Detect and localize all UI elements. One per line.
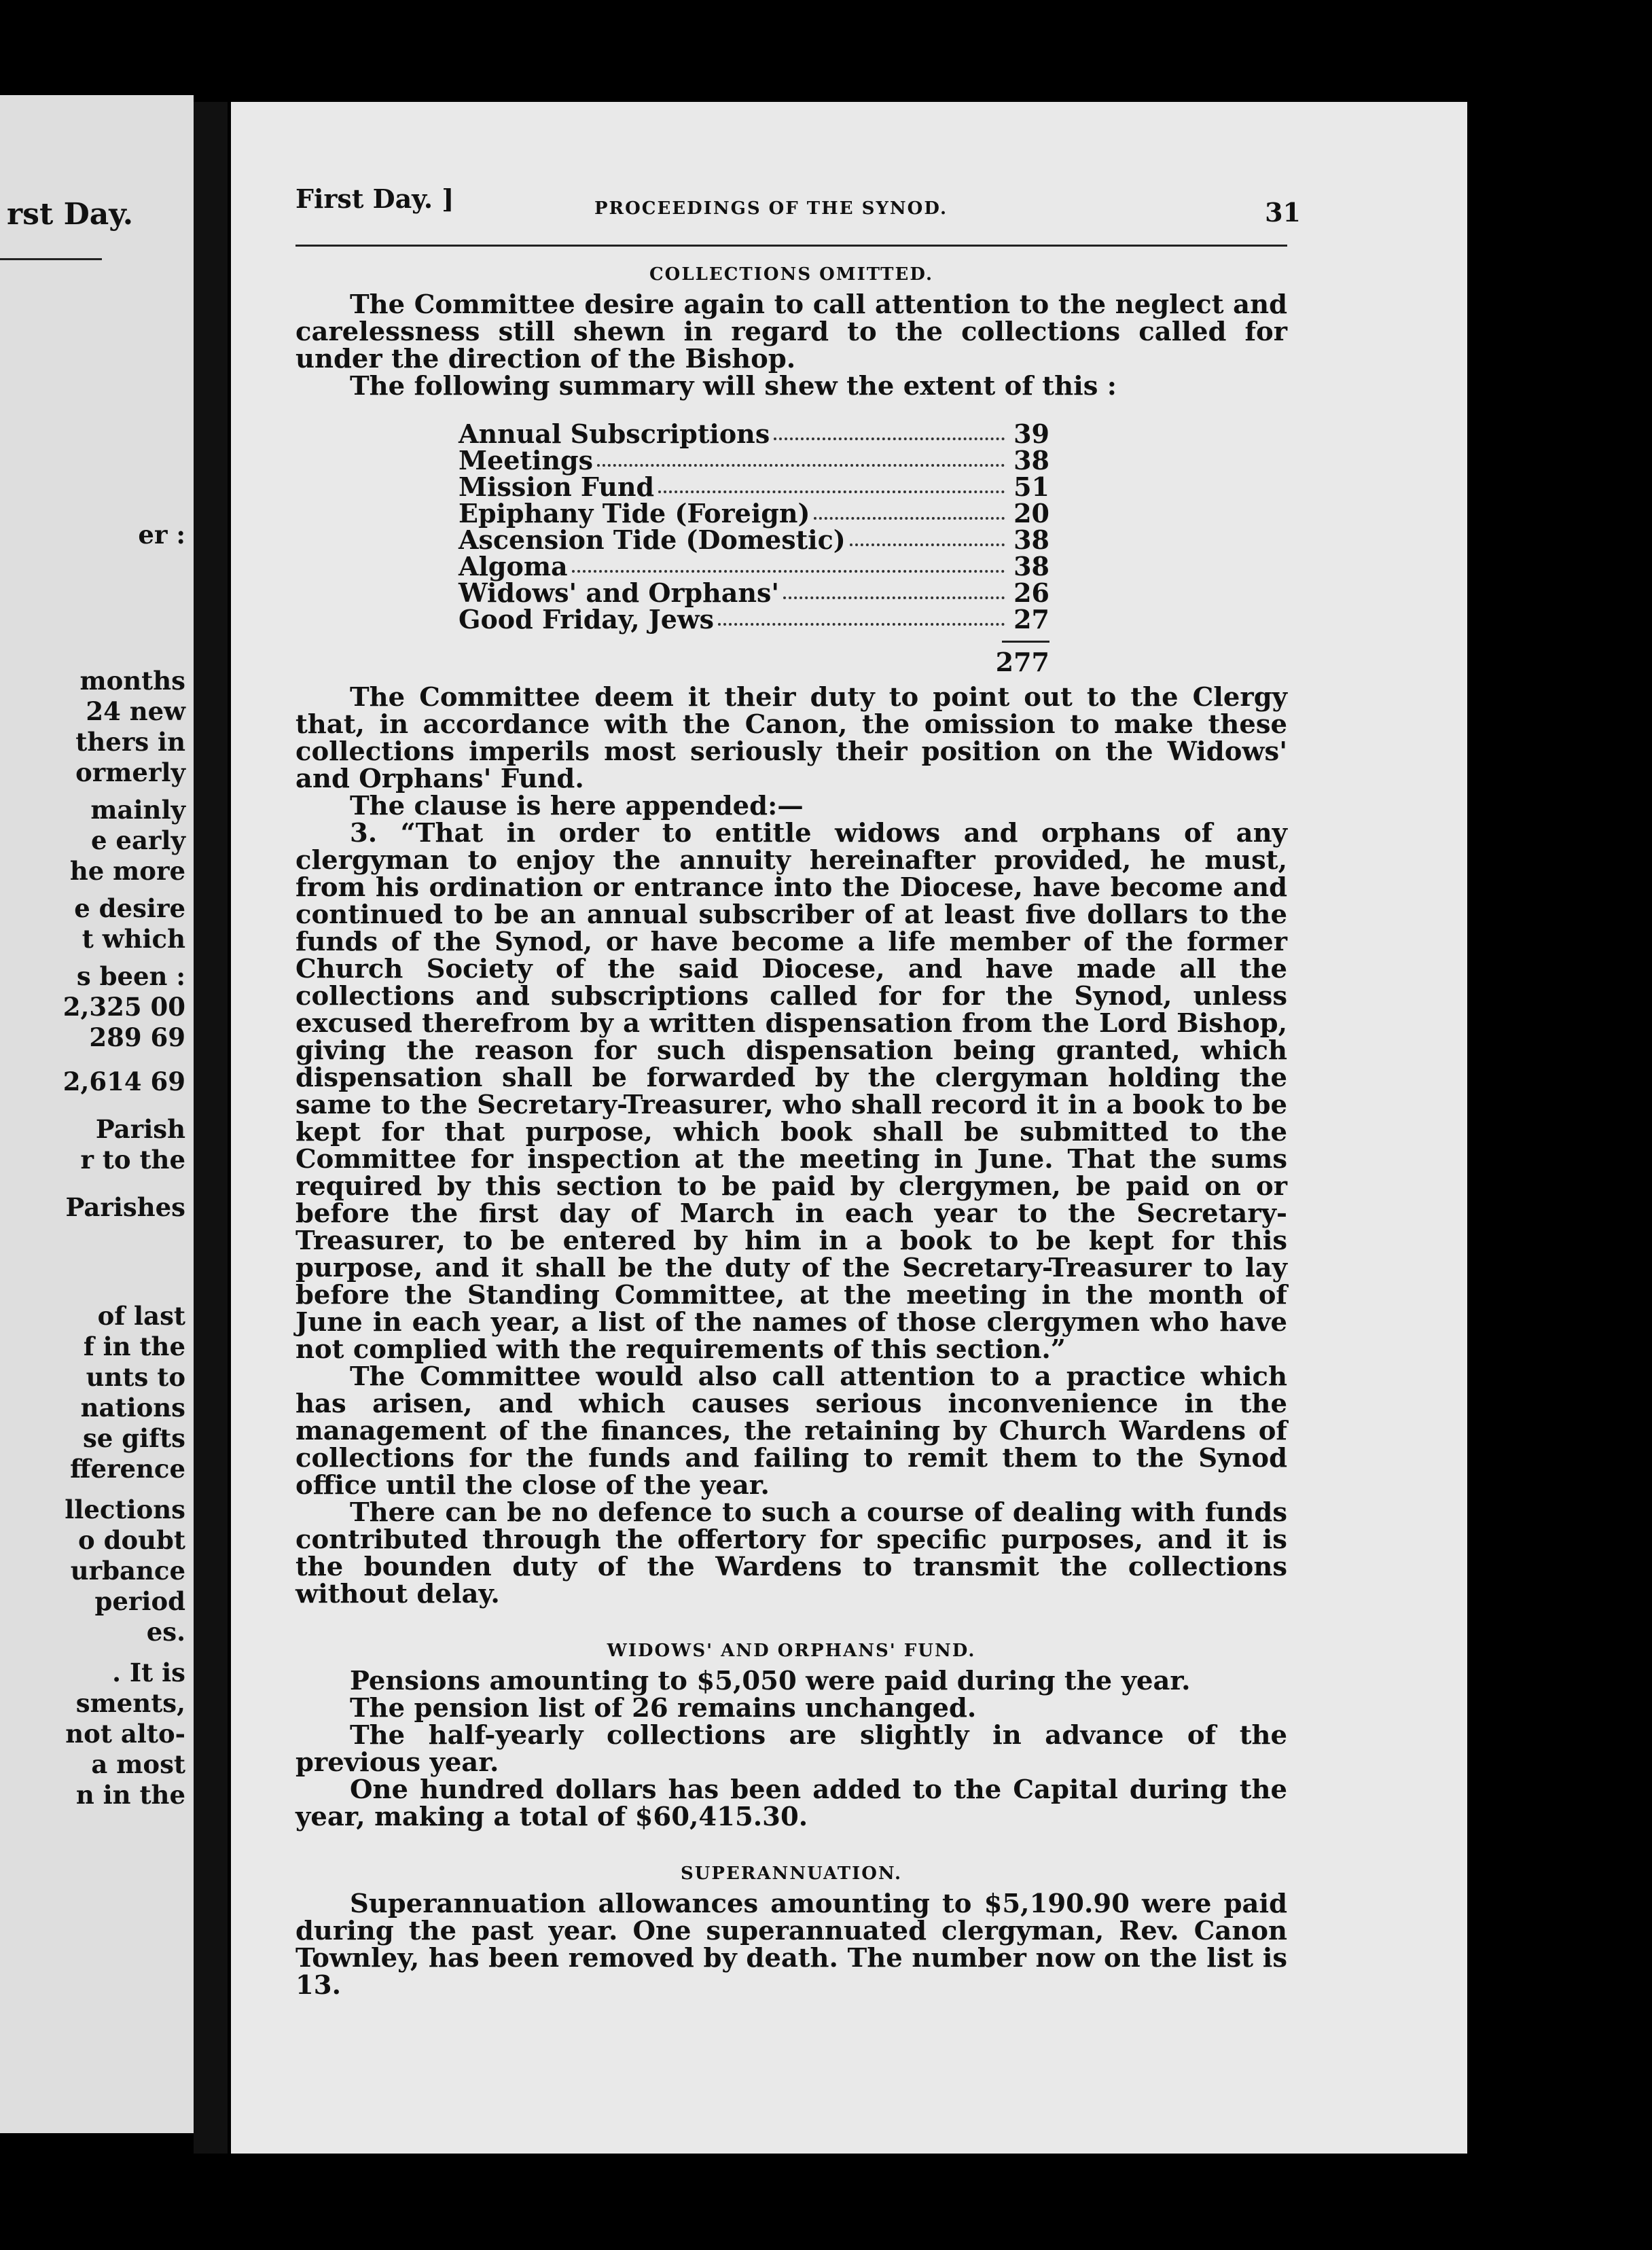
- page-body: [295, 183, 1301, 2001]
- summary-table: [459, 418, 1049, 677]
- left-page-fragment: a most: [91, 1749, 185, 1779]
- leader-dots: [850, 526, 1005, 546]
- canon-clause: 3. “That in order to entitle widows and orphans of any clergyman to enjoy the annuity hereinafter provided, he must, from his ordination or entrance into the Diocese, have become and continued to be an annual subscriber of at least five dollars to the funds of the Synod, or have become a life member of the former Church Society of the said Diocese, and have made all the collections and subscriptions called for for the Synod, unless excused therefrom by a written dispensation from the Lord Bishop, giving the reason for such dispensation being granted, which dispensation shall be forwarded by the clergyman holding the same to the Secretary-Treasurer, who shall record it in a book to be kept for that purpose, which book shall be submitted to the Committee for inspection at the meeting in June. That the sums required by this section to be paid by clergymen, be paid on or before the first day of March in each year to the Secretary-Treasurer, to be entered by him in a book to be kept for this purpose, and it shall be the duty of the Secretary-Treasurer to lay before the Standing Committee, at the meeting in the month of June in each year, a list of the names of those clergymen who have not complied with the requirements of this section.”: [295, 818, 1287, 1365]
- left-page-fragment: 289 69: [89, 1022, 185, 1052]
- book-gutter: [194, 102, 228, 2154]
- left-page-fragment: s been :: [76, 961, 185, 991]
- running-header-day: First Day. ]: [295, 183, 454, 214]
- summary-row: [459, 447, 1049, 474]
- left-page-fragment: mainly: [90, 795, 185, 825]
- section-heading-superannuation: SUPERANNUATION.: [680, 1863, 903, 1884]
- paragraph: There can be no defence to such a course of dealing with funds contributed through the offertory for specific purposes, and it is the bounden duty of the Wardens to transmit the collections without delay.: [295, 1497, 1287, 1609]
- left-page-fragment: Parishes: [65, 1192, 185, 1222]
- summary-value: 38: [1013, 524, 1049, 555]
- summary-value: 51: [1013, 471, 1049, 502]
- summary-label: Mission Fund: [459, 471, 655, 502]
- left-page-fragment: r to the: [80, 1145, 185, 1175]
- summary-label: Meetings: [459, 445, 593, 476]
- summary-label: Epiphany Tide (Foreign): [459, 498, 810, 529]
- total-rule: [1002, 641, 1049, 643]
- paragraph: One hundred dollars has been added to the Capital during the year, making a total of $60,415.30.: [295, 1774, 1287, 1832]
- left-page-fragment: 2,614 69: [62, 1067, 185, 1096]
- header-rule: [295, 245, 1287, 247]
- summary-label: Annual Subscriptions: [459, 418, 770, 449]
- paragraph: The pension list of 26 remains unchanged.: [350, 1693, 977, 1724]
- right-page: [231, 102, 1467, 2154]
- summary-value: 38: [1013, 551, 1049, 582]
- summary-total: 277: [995, 647, 1049, 677]
- left-page: [0, 95, 194, 2133]
- paragraph: The clause is here appended:—: [350, 791, 804, 821]
- running-header-title: PROCEEDINGS OF THE SYNOD.: [594, 198, 948, 219]
- left-page-fragment: urbance: [70, 1556, 185, 1586]
- leader-dots: [597, 447, 1005, 467]
- left-page-fragment: nations: [80, 1393, 185, 1423]
- left-page-fragment: months: [79, 666, 185, 696]
- left-page-fragment: e desire: [74, 893, 185, 923]
- left-page-rule: [0, 258, 102, 260]
- summary-label: Widows' and Orphans': [459, 577, 779, 608]
- summary-label: Algoma: [459, 551, 568, 582]
- summary-label: Ascension Tide (Domestic): [459, 524, 846, 555]
- left-page-fragment: o doubt: [78, 1525, 185, 1555]
- paragraph: The following summary will shew the extent of this :: [350, 371, 1117, 401]
- left-page-fragment: thers in: [75, 727, 185, 757]
- left-page-fragment: er :: [138, 520, 185, 550]
- paragraph: The Committee desire again to call attention to the neglect and carelessness still shewn in regard to the collections called for under the direction of the Bishop.: [295, 289, 1287, 374]
- paragraph: The half-yearly collections are slightly in advance of the previous year.: [295, 1720, 1287, 1778]
- left-page-header: rst Day.: [7, 197, 134, 232]
- summary-value: 20: [1013, 498, 1049, 529]
- left-page-fragment: unts to: [86, 1362, 185, 1392]
- left-page-fragment: . It is: [112, 1658, 185, 1688]
- left-page-fragment: 2,325 00: [62, 992, 185, 1022]
- paragraph: The Committee deem it their duty to point out to the Clergy that, in accordance with the Canon, the omission to make these collections imperils most seriously their position on the Widows' and Orphans' Fund.: [295, 682, 1287, 794]
- paragraph: Pensions amounting to $5,050 were paid during the year.: [350, 1666, 1191, 1696]
- summary-row: [459, 551, 1049, 582]
- summary-row: [459, 498, 1049, 529]
- summary-value: 38: [1013, 445, 1049, 476]
- section-heading-collections: COLLECTIONS OMITTED.: [649, 264, 933, 285]
- left-page-fragment: Parish: [95, 1114, 185, 1144]
- summary-row: [459, 579, 1049, 606]
- left-page-fragment: ormerly: [75, 757, 185, 787]
- summary-row: [459, 471, 1049, 502]
- left-page-fragment: of last: [97, 1301, 185, 1331]
- summary-row: [459, 604, 1049, 635]
- paragraph: The Committee would also call attention to a practice which has arisen, and which causes serious inconvenience in the management of the finances, the retaining by Church Wardens of collections for the funds and failing to remit them to the Synod office until the close of the year.: [295, 1361, 1287, 1501]
- left-page-fragment: he more: [69, 856, 185, 886]
- left-page-fragment: not alto-: [65, 1719, 185, 1749]
- paragraph: Superannuation allowances amounting to $5,190.90 were paid during the past year. One superannuated clergyman, Rev. Canon Townley, has been removed by death. The number now on the list is 13.: [295, 1889, 1287, 2001]
- left-page-fragment: f in the: [83, 1332, 185, 1361]
- leader-dots: [572, 553, 1005, 573]
- left-page-fragment: n in the: [75, 1780, 185, 1810]
- leader-dots: [783, 579, 1005, 599]
- summary-label: Good Friday, Jews: [459, 604, 715, 635]
- running-header: [295, 183, 1301, 245]
- left-page-fragment: 24 new: [86, 696, 185, 726]
- summary-value: 26: [1013, 577, 1049, 608]
- left-page-fragment: llections: [65, 1495, 185, 1524]
- leader-dots: [774, 421, 1005, 440]
- summary-value: 27: [1013, 604, 1049, 635]
- summary-value: 39: [1013, 418, 1049, 449]
- left-page-fragment: e early: [91, 825, 185, 855]
- summary-row: [459, 526, 1049, 553]
- left-page-fragment: period: [94, 1586, 185, 1616]
- section-heading-widows: WIDOWS' AND ORPHANS' FUND.: [607, 1641, 976, 1661]
- left-page-fragment: es.: [146, 1617, 185, 1647]
- summary-row: [459, 418, 1049, 449]
- left-page-fragment: sments,: [75, 1688, 185, 1718]
- leader-dots: [658, 474, 1005, 493]
- page-number: 31: [1265, 197, 1301, 228]
- left-page-fragment: se gifts: [82, 1423, 185, 1453]
- left-page-fragment: t which: [82, 924, 185, 954]
- left-page-fragment: fference: [70, 1454, 185, 1484]
- leader-dots: [718, 606, 1005, 626]
- leader-dots: [814, 500, 1005, 520]
